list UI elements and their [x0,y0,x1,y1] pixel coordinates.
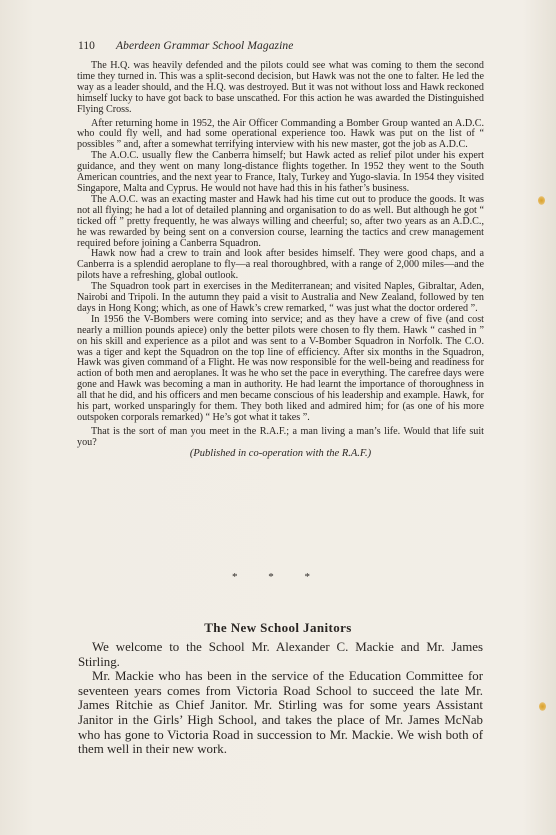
janitors-paragraph: Mr. Mackie who has been in the service of the Education Committee for seventeen years comes from Victoria Road School to succeed the late Mr. James Ritchie as Chief Janitor. Mr. Stirling was for some years Assistant Janitor in the Girls’ High School, and takes the place of Mr. James McNab who has gone to Victoria Road in succession to Mr. Mackie. We wish both of them well in their new work. [78,669,483,757]
janitors-paragraph: We welcome to the School Mr. Alexander C. Mackie and Mr. James Stirling. [78,640,483,669]
section-separator: * * * [232,571,324,583]
section-heading: The New School Janitors [204,620,352,635]
margin-stain-mark [539,702,546,711]
article-paragraph: The Squadron took part in exercises in the Mediterranean; and visited Naples, Gibraltar, Aden, Nairobi and Tripoli. In the autumn they paid a visit to Australia and New Zealand, followed by ten days in Hong Kong; which, as one of Hawk’s crew remarked, “ was just what the doctor ordered ”. [77,281,484,314]
page-header [78,40,478,56]
article-paragraph: Hawk now had a crew to train and look after besides himself. They were good chaps, and a Canberra is a splendid aeroplane to fly—a real thoroughbred, with a range of 2,000 miles—and the pilots have a refreshing, global outlook. [77,248,484,282]
margin-stain-mark [538,196,545,205]
janitors-section [78,640,483,757]
article-paragraph: The A.O.C. was an exacting master and Hawk had his time cut out to produce the goods. It was not all flying; he had a lot of detailed planning and organisation to do as well. But although he got “ ticked off ” pretty frequently, he was always willing and cheerful; so, after two years as an A.D.C., he was rewarded by being sent on a conversion course, learning the tactics and crew management required before joining a Canberra Squadron. [77,193,484,249]
running-title: Aberdeen Grammar School Magazine [116,40,294,52]
article-paragraph: That is the sort of man you meet in the R.A.F.; a man living a man’s life. Would that life suit you? [77,425,484,448]
article-credit: (Published in co-operation with the R.A.F.) [189,447,372,459]
article-paragraph: The A.O.C. usually flew the Canberra himself; but Hawk acted as relief pilot under his expert guidance, and they went on many long-distance flights together. In 1952 they went to the South American countries, and the next year to France, Italy, Turkey and Yugo-slavia. In 1954 they visited Singapore, Malta and Cyprus. He would not have had this in his father’s business. [77,150,484,194]
page-number: 110 [78,40,95,52]
article-paragraph: In 1956 the V-Bombers were coming into service; and as they have a crew of five (and cost nearly a million pounds apiece) only the better pilots were chosen to fly them. Hawk “ cashed in ” on his skill and experience as a pilot and was sent to a V-Bomber Squadron in Norfolk. The C.O. was a tiger and kept the Squadron on the top line of efficiency. After six months in the Squadron, Hawk was given command of a Flight. He was now responsible for the well-being and readiness for action of both men and aeroplanes. It was he who set the pace in everything. The carefree days were gone and Hawk was becoming a man in authority. He had learnt the importance of thoroughness in all that he did, and his officers and men became conscious of his leadership and example. Hawk, for his part, worked unsparingly for them. They both liked and admired him; for (as one of his more outspoken corporals remarked) “ He’s got what it takes ”. [77,313,484,423]
article-body [77,61,484,460]
article-paragraph: The H.Q. was heavily defended and the pilots could see what was coming to them the second time they turned in. This was a split-second decision, but Hawk was not the one to falter. He led the way as a leader should, and the H.Q. was destroyed. But it was not without loss and Hawk reckoned himself lucky to have got back to base unscathed. For this action he was awarded the Distinguished Flying Cross. [77,60,484,115]
article-paragraph: After returning home in 1952, the Air Officer Commanding a Bomber Group wanted an A.D.C. who could fly well, and had some operational experience too. Hawk was put on the list of “ possibles ” and, after a somewhat terrifying interview with his new master, got the job as A.D.C. [77,117,484,151]
